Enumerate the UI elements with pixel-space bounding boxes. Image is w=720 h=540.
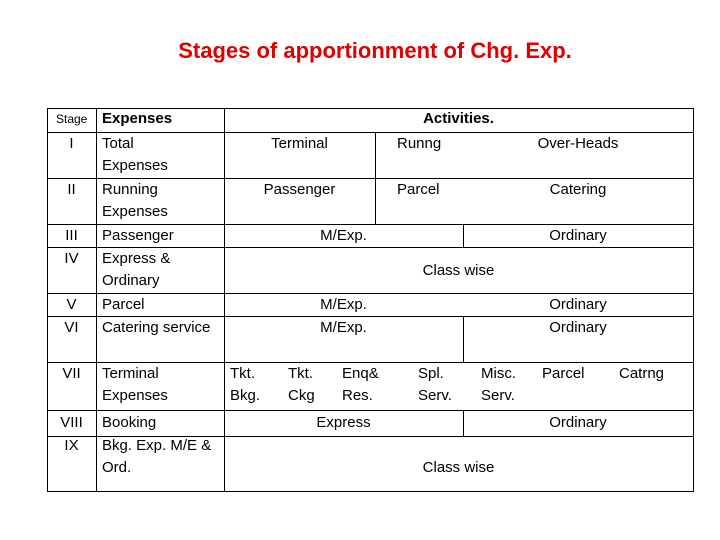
stage-number: VI [64, 319, 79, 336]
expense-label: Booking [102, 414, 157, 431]
activity-class-wise: Class wise [422, 262, 495, 279]
stage-number: I [69, 135, 74, 152]
activity-enquiry-reservation: Enq& Res. [342, 365, 379, 404]
activity-catering: Catering [549, 181, 607, 198]
stage-number: IV [64, 250, 79, 267]
stage-number: VIII [60, 414, 83, 431]
expense-label: Terminal Expenses [102, 365, 168, 404]
activity-mexp: M/Exp. [320, 227, 367, 244]
stage-number: III [65, 227, 78, 244]
activity-class-wise: Class wise [422, 459, 495, 476]
row-divider [47, 410, 694, 411]
activity-parcel: Parcel [542, 365, 585, 382]
activity-ordinary: Ordinary [549, 296, 607, 313]
activity-express: Express [316, 414, 371, 431]
stage-column-divider [96, 108, 97, 492]
activity-ticket-booking: Tkt. Bkg. [230, 365, 261, 404]
expense-label: Express & Ordinary [102, 250, 171, 289]
activity-ordinary: Ordinary [549, 227, 607, 244]
stage-number: IX [64, 437, 79, 454]
expense-label: Catering service [102, 319, 211, 336]
expenses-header: Expenses [102, 110, 173, 127]
page-title: Stages of apportionment of Chg. Exp. [178, 38, 572, 63]
activity-passenger: Passenger [263, 181, 336, 198]
activity-ticket-checking: Tkt. Ckg [288, 365, 315, 404]
activity-ordinary: Ordinary [549, 319, 607, 336]
table-border-right [693, 108, 694, 492]
activity-special-services: Spl. Serv. [418, 365, 452, 404]
expense-label: Total Expenses [102, 135, 168, 174]
stage-number: V [66, 296, 77, 313]
stage-number: VII [62, 365, 81, 382]
activity-overheads: Over-Heads [537, 135, 619, 152]
activity-mexp: M/Exp. [320, 296, 367, 313]
activity-ordinary: Ordinary [549, 414, 607, 431]
activity-catering: Catrng [619, 365, 665, 382]
activity-terminal: Terminal [271, 135, 328, 152]
expense-label: Running Expenses [102, 181, 168, 220]
activity-running: Runng [397, 135, 442, 152]
expense-label: Bkg. Exp. M/E & Ord. [102, 437, 212, 476]
expense-label: Parcel [102, 296, 145, 313]
table-border-bottom [47, 491, 694, 492]
stage-header: Stage [56, 112, 88, 126]
activity-parcel: Parcel [397, 181, 440, 198]
expense-label: Passenger [102, 227, 174, 244]
activities-header: Activities. [423, 110, 494, 127]
activity-mexp: M/Exp. [320, 319, 367, 336]
activity-divider [375, 132, 376, 224]
stage-number: II [67, 181, 76, 198]
activity-misc-services: Misc. Serv. [481, 365, 516, 404]
